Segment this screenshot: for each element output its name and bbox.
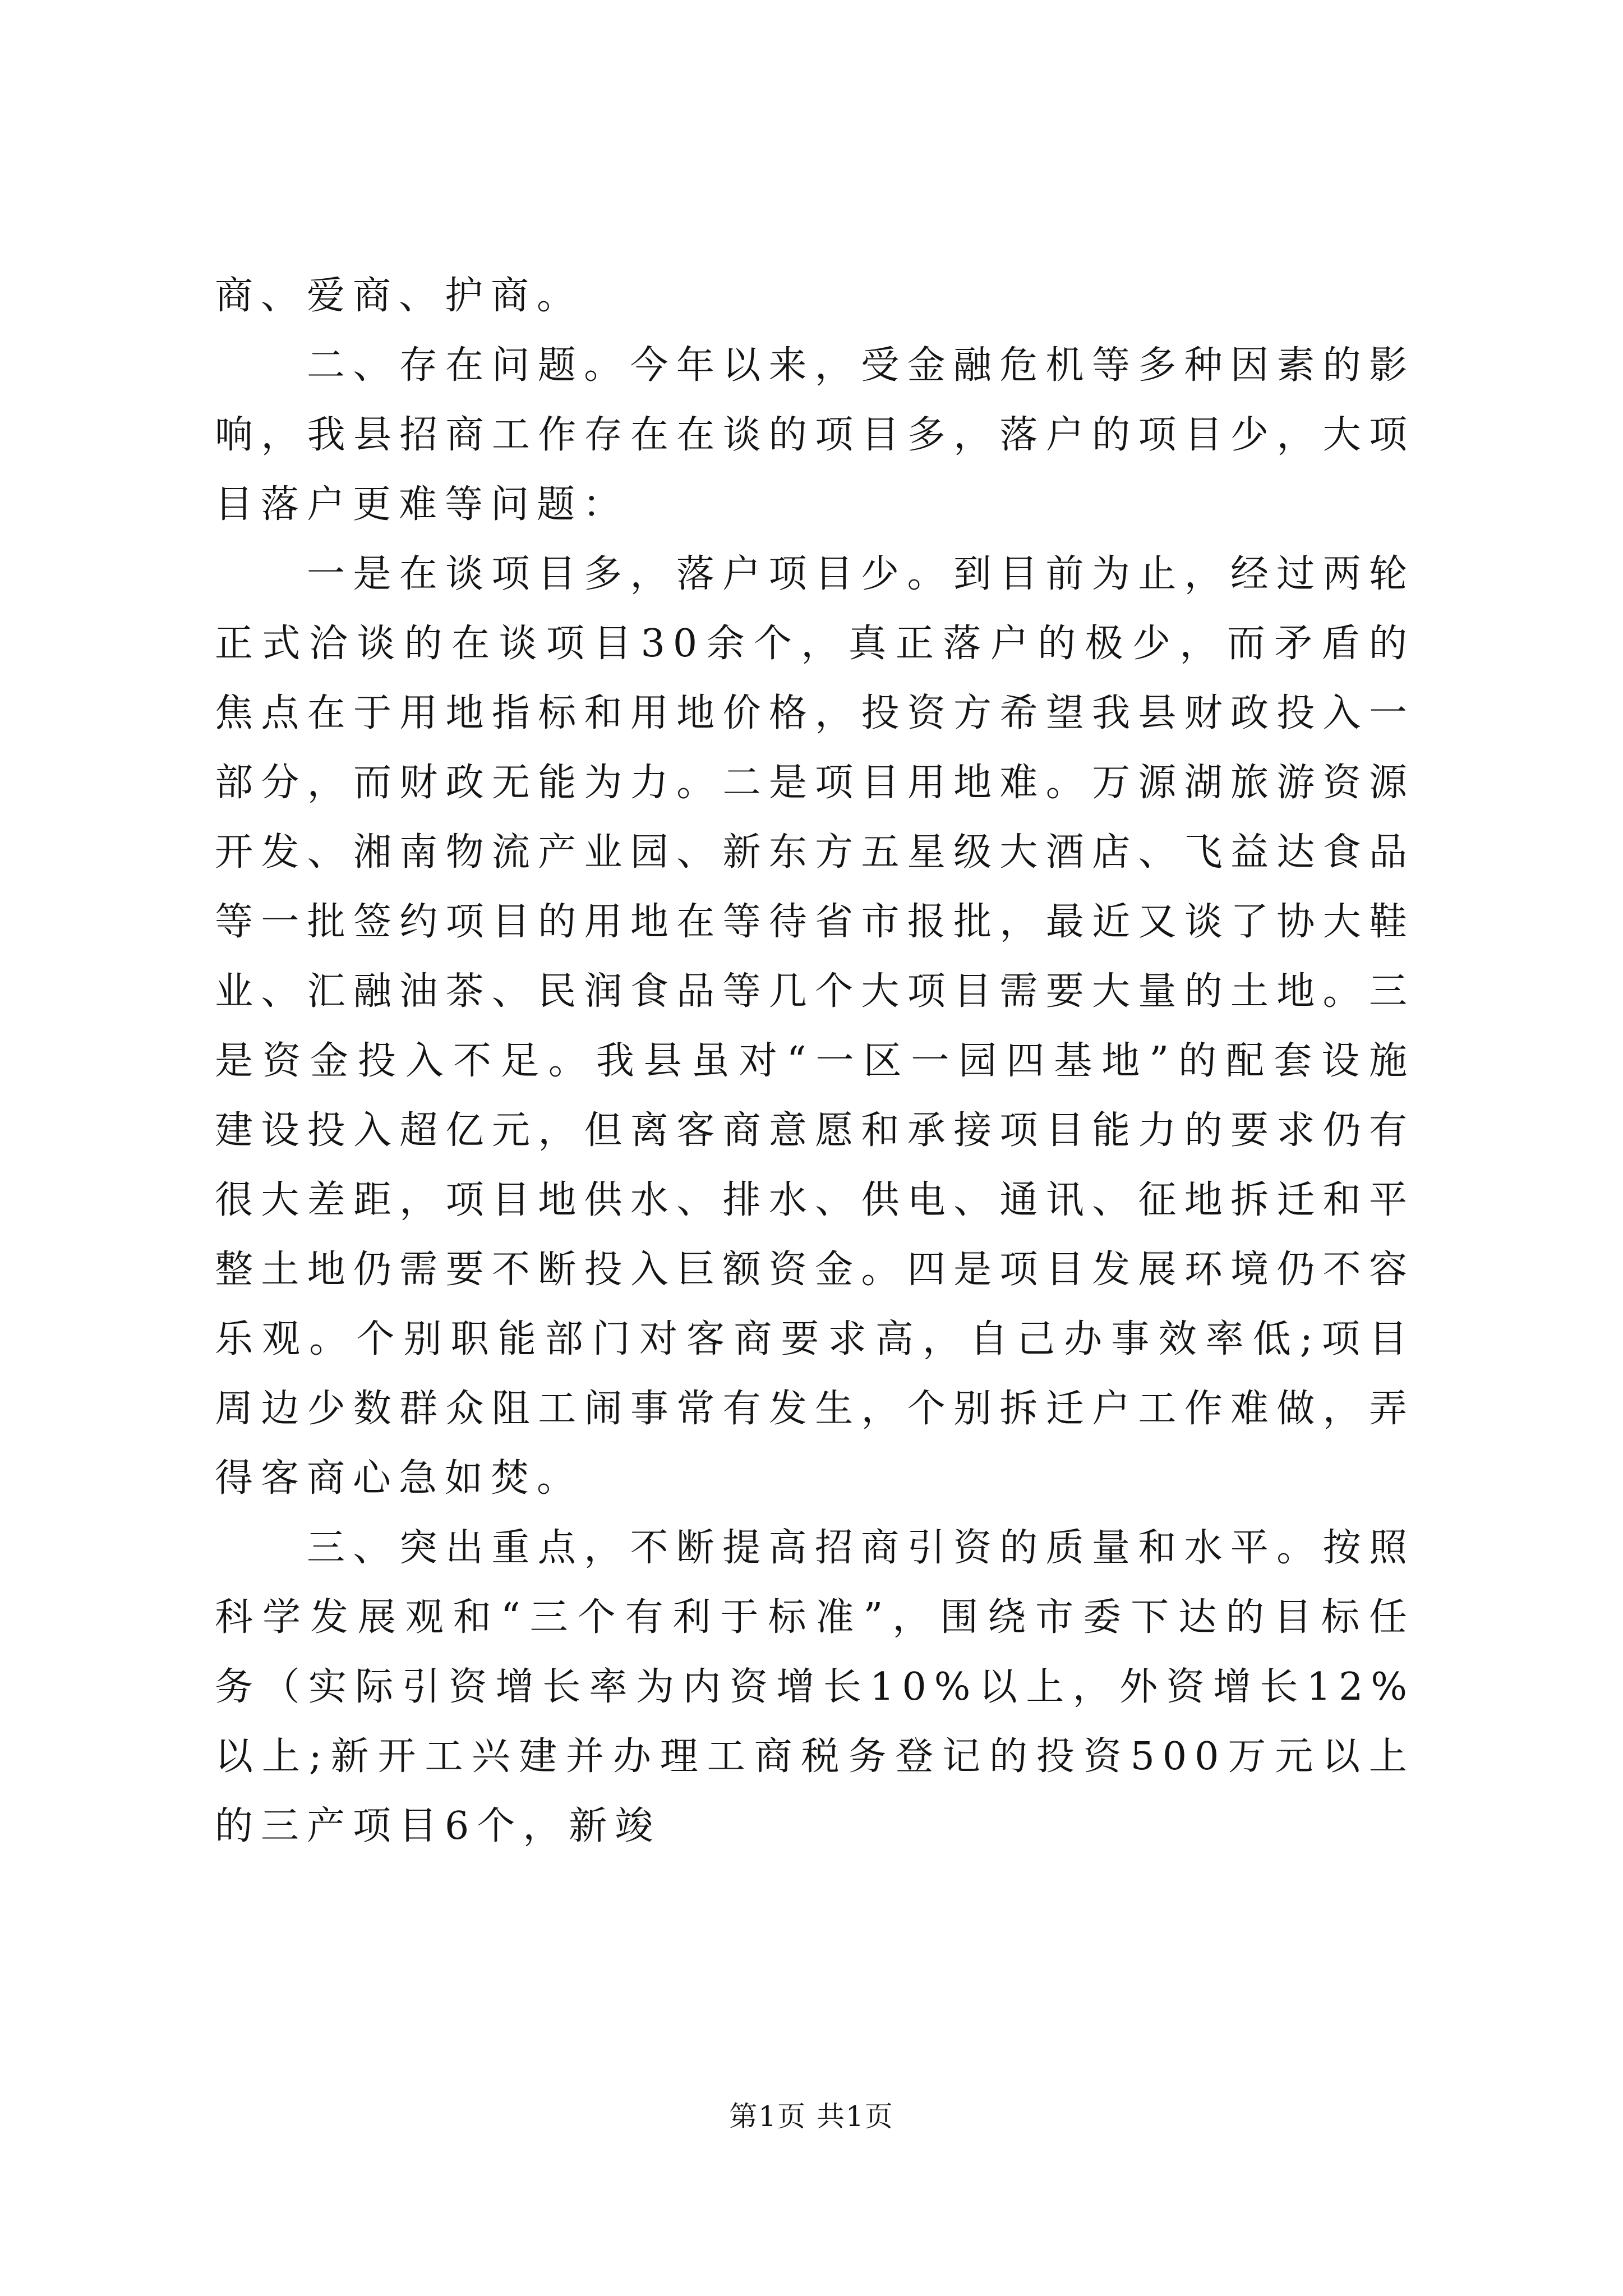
document-body <box>215 261 1415 1861</box>
paragraph-continuation: 商、爱商、护商。 <box>215 274 583 318</box>
paragraph-problems-heading: 二、存在问题。今年以来，受金融危机等多种因素的影响，我县招商工作存在在谈的项目多，落户的项目少，大项目落户更难等问题： <box>215 343 1415 527</box>
page-footer: 第1页 共1页 <box>729 2100 894 2133</box>
paragraph-problems-detail: 一是在谈项目多，落户项目少。到目前为止，经过两轮正式洽谈的在谈项目30余个，真正落户的极少，而矛盾的焦点在于用地指标和用地价格，投资方希望我县财政投入一部分，而财政无能为力。二是项目用地难。万源湖旅游资源开发、湘南物流产业园、新东方五星级大酒店、飞益达食品等一批签约项目的用地在等待省市报批，最近又谈了协大鞋业、汇融油茶、民润食品等几个大项目需要大量的土地。三是资金投入不足。我县虽对“一区一园四基地”的配套设施建设投入超亿元，但离客商意愿和承接项目能力的要求仍有很大差距，项目地供水、排水、供电、通讯、征地拆迁和平整土地仍需要不断投入巨额资金。四是项目发展环境仍不容乐观。个别职能部门对客商要求高，自己办事效率低;项目周边少数群众阻工闹事常有发生，个别拆迁户工作难做，弄得客商心急如焚。 <box>215 552 1415 1501</box>
paragraph-key-points: 三、突出重点，不断提高招商引资的质量和水平。按照科学发展观和“三个有利于标准”，围绕市委下达的目标任务（实际引资增长率为内资增长10%以上，外资增长12%以上;新开工兴建并办理工商税务登记的投资500万元以上的三产项目6个，新竣 <box>215 1526 1415 1848</box>
